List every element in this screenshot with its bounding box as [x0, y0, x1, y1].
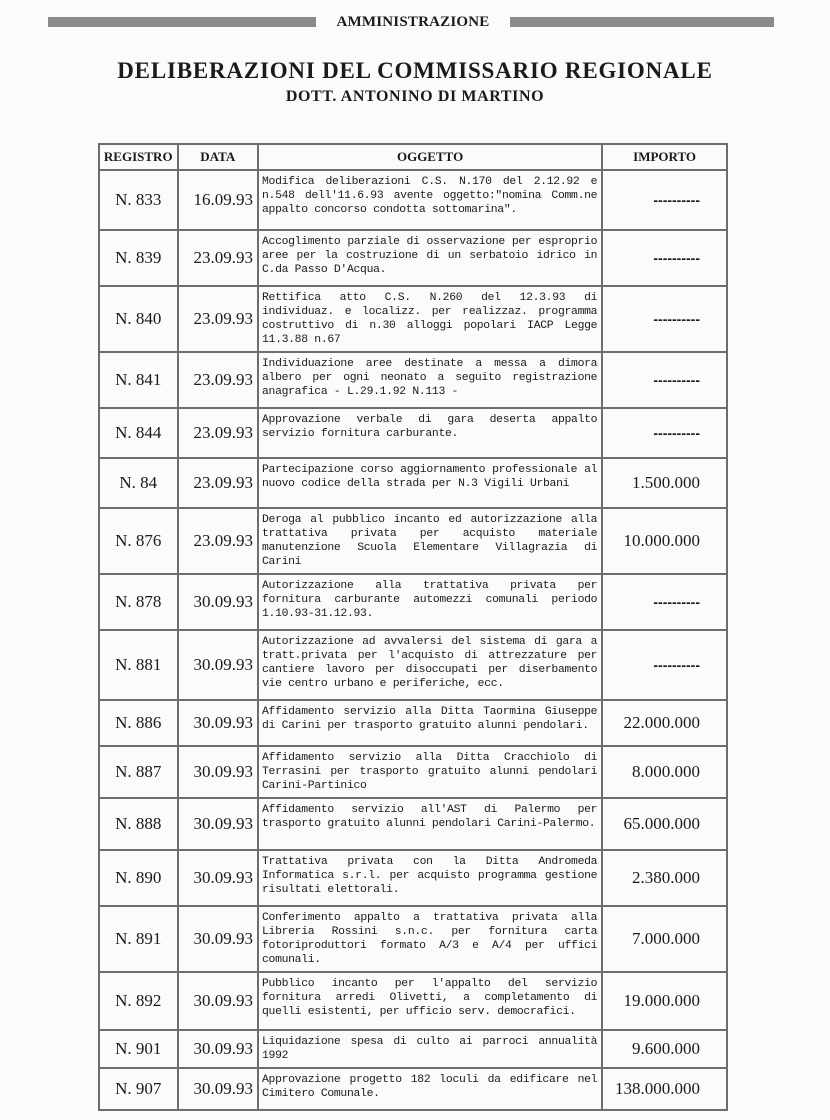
page-subtitle: DOTT. ANTONINO DI MARTINO	[285, 88, 545, 105]
importo-cell: 19.000.000	[602, 972, 727, 1030]
data-cell: 30.09.93	[178, 1068, 259, 1110]
oggetto-cell: Autorizzazione alla trattativa privata per fornitura carburante automezzi comunali periodo 1.10.93-31.12.93.	[258, 574, 602, 630]
registro-cell: N. 839	[99, 230, 178, 286]
importo-cell: ----------	[602, 352, 727, 408]
registro-cell: N. 901	[99, 1030, 178, 1068]
data-cell: 23.09.93	[178, 230, 259, 286]
table-row	[99, 746, 727, 798]
table-row	[99, 700, 727, 746]
table-body	[99, 170, 727, 1110]
data-cell: 16.09.93	[178, 170, 259, 230]
section-label: AMMINISTRAZIONE	[336, 14, 490, 30]
oggetto-cell: Affidamento servizio all'AST di Palermo per trasporto gratuito alunni pendolari Carini-Palermo.	[258, 798, 602, 850]
importo-cell: ----------	[602, 408, 727, 458]
oggetto-cell: Modifica deliberazioni C.S. N.170 del 2.12.92 e n.548 dell'11.6.93 avente oggetto:"nomina Comm.ne appalto concorso condotta sottomarina".	[258, 170, 602, 230]
importo-cell: 8.000.000	[602, 746, 727, 798]
table-row	[99, 408, 727, 458]
registro-cell: N. 890	[99, 850, 178, 906]
registro-cell: N. 907	[99, 1068, 178, 1110]
data-cell: 23.09.93	[178, 286, 259, 352]
table-header-row	[99, 144, 727, 170]
oggetto-cell: Conferimento appalto a trattativa privata alla Libreria Rossini s.n.c. per fornitura carta fotoriproduttori formato A/3 e A/4 per uffici comunali.	[258, 906, 602, 972]
table-row	[99, 630, 727, 700]
data-cell: 30.09.93	[178, 798, 259, 850]
importo-cell: ----------	[602, 230, 727, 286]
importo-cell: ----------	[602, 574, 727, 630]
importo-cell: ----------	[602, 170, 727, 230]
importo-cell: 7.000.000	[602, 906, 727, 972]
table-row	[99, 972, 727, 1030]
table-row	[99, 286, 727, 352]
registro-cell: N. 833	[99, 170, 178, 230]
data-cell: 23.09.93	[178, 352, 259, 408]
oggetto-cell: Autorizzazione ad avvalersi del sistema di gara a tratt.privata per l'acquisto di attrezzature per cantiere lavoro per disoccupati per diserbamento vie centro urbano e periferiche, ecc.	[258, 630, 602, 700]
importo-cell: ----------	[602, 286, 727, 352]
importo-cell: 1.500.000	[602, 458, 727, 508]
data-cell: 30.09.93	[178, 972, 259, 1030]
data-cell: 23.09.93	[178, 508, 259, 574]
registro-cell: N. 888	[99, 798, 178, 850]
table-row	[99, 352, 727, 408]
registro-cell: N. 844	[99, 408, 178, 458]
oggetto-cell: Individuazione aree destinate a messa a dimora albero per ogni neonato a seguito registrazione anagrafica - L.29.1.92 N.113 -	[258, 352, 602, 408]
deliberations-table	[98, 143, 728, 1111]
registro-cell: N. 886	[99, 700, 178, 746]
oggetto-cell: Affidamento servizio alla Ditta Taormina Giuseppe di Carini per trasporto gratuito alunni pendolari.	[258, 700, 602, 746]
registro-cell: N. 878	[99, 574, 178, 630]
section-rule-right	[510, 17, 774, 27]
table-row	[99, 508, 727, 574]
registro-cell: N. 891	[99, 906, 178, 972]
table-row	[99, 850, 727, 906]
data-cell: 30.09.93	[178, 906, 259, 972]
table-row	[99, 1068, 727, 1110]
oggetto-cell: Trattativa privata con la Ditta Andromeda Informatica s.r.l. per acquisto programma gestione risultati elettorali.	[258, 850, 602, 906]
oggetto-cell: Pubblico incanto per l'appalto del servizio fornitura arredi Olivetti, a completamento di quelli esistenti, per ufficio serv. democrafici.	[258, 972, 602, 1030]
registro-cell: N. 840	[99, 286, 178, 352]
oggetto-cell: Approvazione verbale di gara deserta appalto servizio fornitura carburante.	[258, 408, 602, 458]
registro-cell: N. 841	[99, 352, 178, 408]
registro-cell: N. 887	[99, 746, 178, 798]
data-cell: 23.09.93	[178, 408, 259, 458]
oggetto-cell: Rettifica atto C.S. N.260 del 12.3.93 di individuaz. e localizz. per realizzaz. programma costruttivo di n.30 alloggi popolari IACP Legge 11.3.88 n.67	[258, 286, 602, 352]
importo-cell: 138.000.000	[602, 1068, 727, 1110]
column-header-oggetto: OGGETTO	[258, 144, 602, 170]
table-row	[99, 458, 727, 508]
section-header	[48, 14, 774, 30]
page-title: DELIBERAZIONI DEL COMMISSARIO REGIONALE	[117, 58, 713, 83]
data-cell: 23.09.93	[178, 458, 259, 508]
importo-cell: ----------	[602, 630, 727, 700]
importo-cell: 22.000.000	[602, 700, 727, 746]
oggetto-cell: Approvazione progetto 182 loculi da edificare nel Cimitero Comunale.	[258, 1068, 602, 1110]
registro-cell: N. 84	[99, 458, 178, 508]
oggetto-cell: Affidamento servizio alla Ditta Cracchiolo di Terrasini per trasporto gratuito alunni pendolari Carini-Partinico	[258, 746, 602, 798]
data-cell: 30.09.93	[178, 850, 259, 906]
table-row	[99, 574, 727, 630]
oggetto-cell: Partecipazione corso aggiornamento professionale al nuovo codice della strada per N.3 Vigili Urbani	[258, 458, 602, 508]
importo-cell: 9.600.000	[602, 1030, 727, 1068]
data-cell: 30.09.93	[178, 746, 259, 798]
registro-cell: N. 892	[99, 972, 178, 1030]
registro-cell: N. 876	[99, 508, 178, 574]
column-header-registro: REGISTRO	[99, 144, 178, 170]
importo-cell: 2.380.000	[602, 850, 727, 906]
table-row	[99, 170, 727, 230]
oggetto-cell: Liquidazione spesa di culto ai parroci annualità 1992	[258, 1030, 602, 1068]
oggetto-cell: Accoglimento parziale di osservazione per esproprio aree per la costruzione di un serbatoio idrico in C.da Passo D'Acqua.	[258, 230, 602, 286]
column-header-importo: IMPORTO	[602, 144, 727, 170]
registro-cell: N. 881	[99, 630, 178, 700]
data-cell: 30.09.93	[178, 574, 259, 630]
data-cell: 30.09.93	[178, 630, 259, 700]
table-row	[99, 230, 727, 286]
table-row	[99, 798, 727, 850]
oggetto-cell: Deroga al pubblico incanto ed autorizzazione alla trattativa privata per acquisto materiale manutenzione Scuola Elementare Villagrazia di Carini	[258, 508, 602, 574]
table-row	[99, 1030, 727, 1068]
data-cell: 30.09.93	[178, 1030, 259, 1068]
data-cell: 30.09.93	[178, 700, 259, 746]
importo-cell: 65.000.000	[602, 798, 727, 850]
section-rule-left	[48, 17, 316, 27]
column-header-data: DATA	[178, 144, 259, 170]
table-row	[99, 906, 727, 972]
importo-cell: 10.000.000	[602, 508, 727, 574]
